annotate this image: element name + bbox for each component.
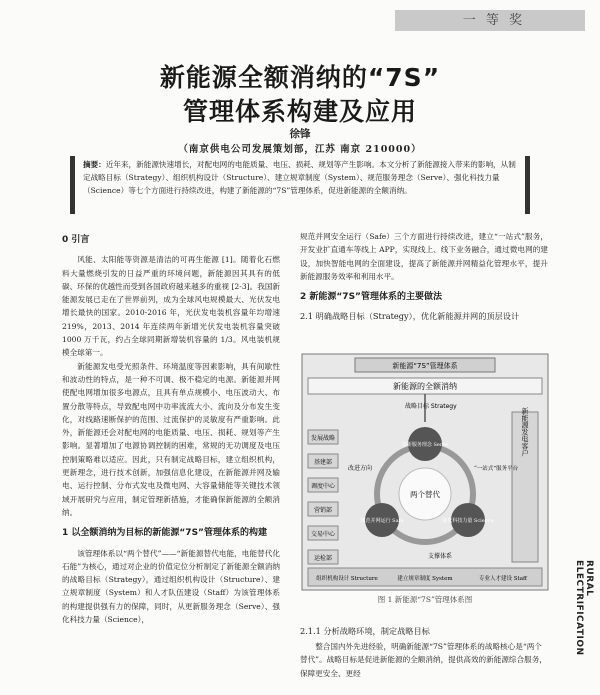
fig-left-box-6: 运检部 [313,555,333,562]
abstract-text: 近年来，新能源快速增长，对配电网的电能质量、电压、损耗、规划等产生影响。本文分析了新能源接入带来的影响，从制定战略目标（Strategy）、组织机构设计（Structure）、建立规章制度（System）、规范服务理念（Serve）、强化科技力量（Science）等七个方面进行持续改进，构建了新能源的“7S”管理体系，促进新能源的全额消纳。 [83,160,516,195]
fig-node-serve: 更新服务理念 Serve [401,442,449,448]
abstract-label: 摘要： [83,160,106,169]
abstract [70,156,530,214]
affiliation: （南京供电公司发展策划部，江苏 南京 210000） [178,144,422,155]
7s-diagram [300,352,550,592]
section-0-heading: 0 引言 [62,235,90,245]
left-column [62,230,280,626]
section-2-heading: 2 新能源“7S”管理体系的主要做法 [300,292,442,303]
fig-inner-title: 新能源的全额消纳 [393,382,457,391]
fig-center: 两个替代 [410,490,440,499]
fig-onestop: “一站式”服务平台 [474,466,519,472]
fig-bottom-2: 建立规章制度 System [397,576,453,582]
fig-left-box-3: 调度中心 [310,483,336,490]
fig-left-box-5: 交易中心 [310,531,336,538]
fig-support: 支撑体系 [428,553,453,560]
journal-side-text: RURAL ELECTRIFICATION [574,560,594,656]
fig-left-box-2: 基建部 [313,459,333,466]
fig-bottom-3: 专业人才建设 Staff [479,576,527,582]
left-paragraph-1: 风能、太阳能等资源是清洁的可再生能源 [1]。随着化石燃料大量燃烧引发的日益严重的环境问题，新能源因其具有的低碳、环保的优越性而受到各国政府越来越多的重视 [2-3]。我国新能源发展已走在了世界前列，成为全球风电规模最大、光伏发电增长最快的国家。2010-2016 年，光伏发电装机容量年均增速 219%，2013、2014 年连续两年新增光伏发电装机容量突破 1000 万千瓦，约占全球同期新增装机容量的 1/3。风电装机规模全球第一。 [62,255,281,358]
right-paragraph-1: 规范并网安全运行（Safe）三个方面进行持续改进，建立“一站式”服务，开发业扩直通车等线上 APP，实现线上、线下业务融合，通过微电网的建设，加快智能电网的全面建设，提高了新能源并网精益化管理水平，提升新能源服务效率和利用水平。 [300,232,548,281]
subsection-2-1: 2.1 明确战略目标（Strategy），优化新能源并网的顶层设计 [300,311,520,322]
fig-node-science: 强化科技力量 Science [442,518,494,524]
fig-outer-title: 新能源“7S”管理体系 [392,362,458,370]
fig-strategy: 战略目标 Strategy [405,403,457,410]
right-bottom-text [300,625,548,680]
award-banner: 一 等 奖 [395,10,585,31]
left-paragraph-2: 新能源发电受光照条件、环境温度等因素影响，具有间歇性和波动性的特点，是一种不可调、极不稳定的电源。新能源并网使配电网增加很多电源点，且具有单点规模小、电压波动大、布置分散等特点，导致配电网中功率流流大小、流向及分布发生变化，对线路速断保护的范围、过流保护的灵敏度有严重影响。此外，新能源还会对配电网的电能质量、电压、损耗、规划等产生影响。显著增加了电源协调控制的困难，常规的无功调度及电压控制策略难以适应。因此，只有制定战略目标，建立组织机构，更新理念，进行技术创新，加强信息化建设，在新能源并网及输电、运行控制、分布式发电及微电网、大容量储能等关键技术领域开展研究与应用，制定管理新措施，才能确保新能源的全额消纳。 [62,361,280,517]
title-line-1: 新能源全额消纳的“7S” [159,63,441,92]
fig-advance: 改进方向 [348,465,373,472]
figure-1 [300,352,550,607]
fig-left-box-4: 营销部 [313,507,333,514]
author: 徐锋 [289,128,311,140]
section-1-heading: 1 以全额消纳为目标的新能源“7S”管理体系的构建 [62,528,267,539]
right-column [300,230,548,328]
fig-bottom-1: 组织机构设计 Structure [316,576,378,582]
fig-right-box: 新能源发电客户 [521,407,529,457]
title-line-2: 管理体系构建及应用 [182,97,417,126]
figure-caption: 图 1 新能源“7S”管理体系图 [377,595,473,604]
subsection-2-1-1: 2.1.1 分析战略环境，制定战略目标 [300,626,430,636]
left-paragraph-3: 该管理体系以“两个替代”——“新能源替代电能，电能替代化石能”为核心，通过对企业的价值定位分析制定了新能源全额消纳的战略目标（Strategy），通过组织机构设计（Structure）、建立规章制度（System）和人才队伍建设（Staff）为该管理体系的构建提供强有力的保障，同时，从更新服务理念（Serve）、强化科技力量（Science）， [62,548,280,625]
fig-left-box-1: 发展战略 [310,435,336,442]
right-paragraph-2: 整合国内外先进经验，明确新能源“7S”管理体系的战略核心是“两个替代”。战略目标是促进新能源的全额消纳，提供高效的新能源综合服务，保障更安全、更经 [300,642,547,678]
fig-node-safe: 规范并网运行 Safe [360,518,404,524]
